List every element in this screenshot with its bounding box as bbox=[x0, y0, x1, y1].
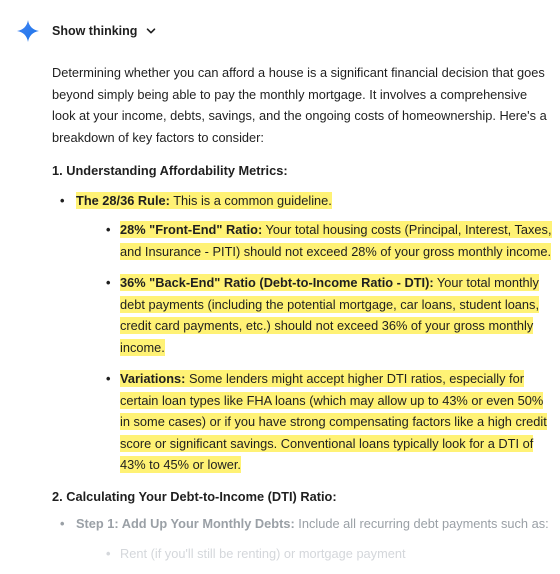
item-text: Your total housing costs (Principal, Interest, Taxes, and Insurance - PITI) should not exceed 28% of your gross monthly income. bbox=[120, 222, 552, 259]
item-text: Your total monthly debt payments (including the potential mortgage, car loans, student loans, credit card payments, etc.) should not exceed 36% of your gross monthly income. bbox=[120, 275, 539, 355]
intro-paragraph: Determining whether you can afford a house is a significant financial decision that goes beyond simply being able to pay the monthly mortgage. It involves a comprehensive look at your income, debts, savings, and the ongoing costs of homeownership. Here's a breakdown of key factors to consider: bbox=[52, 65, 547, 145]
highlight bbox=[120, 274, 539, 356]
item-label: Variations: bbox=[120, 371, 186, 386]
step-1-text: Include all recurring debt payments such as: bbox=[294, 516, 549, 531]
step-1-sublist bbox=[76, 543, 552, 565]
section-1-title: 1. Understanding Affordability Metrics: bbox=[52, 163, 288, 178]
gemini-sparkle-icon bbox=[16, 19, 40, 43]
list-item bbox=[76, 368, 552, 476]
item-label: 28% "Front-End" Ratio: bbox=[120, 222, 263, 237]
ratio-list bbox=[76, 219, 552, 476]
section-2-list bbox=[52, 513, 552, 564]
list-item bbox=[52, 190, 552, 476]
highlight bbox=[120, 221, 552, 260]
response-header bbox=[16, 16, 157, 46]
sub-item-text: Rent (if you'll still be renting) or mortgage payment bbox=[120, 545, 406, 561]
item-label: 36% "Back-End" Ratio (Debt-to-Income Ratio - DTI): bbox=[120, 275, 434, 290]
chevron-down-icon bbox=[145, 25, 157, 37]
list-item bbox=[76, 543, 552, 565]
list-item bbox=[76, 272, 552, 358]
show-thinking-toggle[interactable] bbox=[52, 24, 157, 38]
step-1-label: Step 1: Add Up Your Monthly Debts: bbox=[76, 516, 295, 531]
show-thinking-label: Show thinking bbox=[52, 24, 138, 38]
rule-text: This is a common guideline. bbox=[169, 192, 332, 208]
highlight bbox=[120, 370, 547, 473]
highlight bbox=[76, 192, 332, 209]
response-content bbox=[52, 62, 552, 574]
rule-label: The 28/36 Rule: bbox=[76, 192, 170, 208]
list-item bbox=[76, 219, 552, 262]
section-2-title: 2. Calculating Your Debt-to-Income (DTI) Ratio: bbox=[52, 488, 337, 504]
list-item bbox=[52, 513, 552, 564]
item-text: Some lenders might accept higher DTI ratios, especially for certain loan types like FHA loans (which may allow up to 43% or even 50% in some cases) or if you have strong compensating factors like a high credit score or significant savings. Conventional loans typically look for a DTI of 43% to 45% or lower. bbox=[120, 371, 547, 472]
section-1-list bbox=[52, 190, 552, 476]
